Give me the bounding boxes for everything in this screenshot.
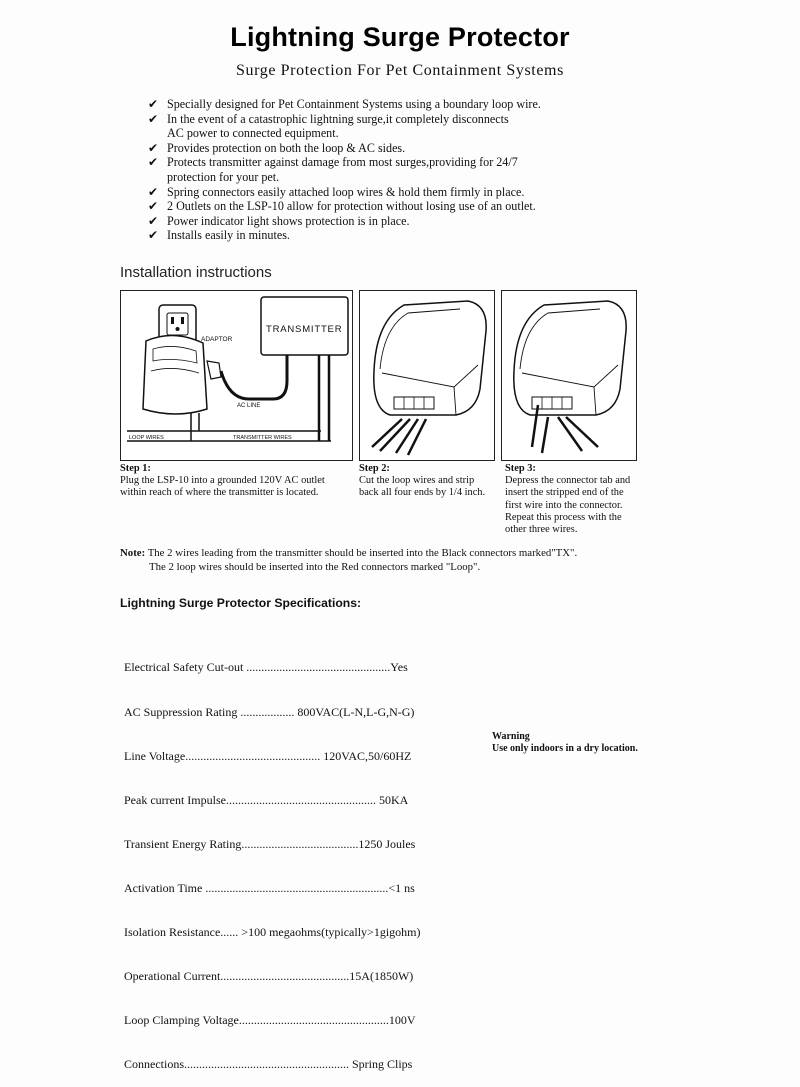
- device-insert-illustration: [502, 291, 636, 460]
- document-subtitle: Surge Protection For Pet Containment Systems: [236, 62, 564, 79]
- spec-row: Peak current Impulse.................................................. 50KA: [124, 792, 409, 807]
- ac-line-label: AC LINE: [237, 403, 261, 409]
- check-icon: ✔: [148, 155, 159, 170]
- feature-item: ✔ Protects transmitter against damage from most surges,providing for 24/7 protection for your pet.: [148, 155, 518, 184]
- spec-row: AC Suppression Rating .................. 800VAC(L-N,L-G,N-G): [124, 704, 415, 719]
- step-title: Step 1:: [120, 463, 151, 474]
- step-title: Step 2:: [359, 463, 390, 474]
- adaptor-label: ADAPTOR: [201, 336, 233, 343]
- spec-row: Electrical Safety Cut-out ................................................Yes: [124, 660, 408, 675]
- warning-text: Use only indoors in a dry location.: [492, 743, 638, 755]
- note-label: Note:: [120, 547, 146, 559]
- step-title: Step 3:: [505, 463, 536, 474]
- installation-diagram-panel-3: [501, 290, 637, 461]
- specifications-heading: Lightning Surge Protector Specifications:: [120, 596, 362, 610]
- device-wires-illustration: [360, 291, 494, 460]
- feature-list: [148, 97, 598, 243]
- check-icon: ✔: [148, 111, 159, 126]
- feature-item: ✔ Provides protection on both the loop & AC sides.: [148, 140, 406, 155]
- check-icon: ✔: [148, 140, 159, 155]
- check-icon: ✔: [148, 97, 159, 111]
- check-icon: ✔: [148, 213, 159, 228]
- spec-row: Line Voltage............................................. 120VAC,50/60HZ: [124, 748, 412, 763]
- transmitter-wires-label: TRANSMITTER WIRES: [233, 435, 292, 441]
- feature-item: ✔ Specially designed for Pet Containment Systems using a boundary loop wire.: [148, 97, 541, 111]
- feature-item: ✔ In the event of a catastrophic lightning surge,it completely disconnects AC power to connected equipment.: [148, 111, 509, 141]
- spec-row: Isolation Resistance...... >100 megaohms(typically>1gigohm): [124, 925, 421, 940]
- warning-title: Warning: [492, 731, 530, 742]
- document-title: Lightning Surge Protector: [230, 22, 570, 52]
- specifications-list: [124, 631, 420, 1087]
- feature-item: ✔ 2 Outlets on the LSP-10 allow for protection without losing use of an outlet.: [148, 199, 536, 214]
- installation-diagram-panel-2: [359, 290, 495, 461]
- spec-row: Activation Time .............................................................<1 ns: [124, 880, 415, 895]
- step-1: Step 1: Plug the LSP-10 into a grounded 120V AC outlet within reach of where the transmitter is located.: [120, 463, 355, 500]
- step-3: Step 3: Depress the connector tab and insert the stripped end of the first wire into the connector. Repeat this process with the other three wires.: [505, 463, 655, 536]
- check-icon: ✔: [148, 228, 159, 243]
- installation-heading: Installation instructions: [120, 264, 272, 281]
- step-2: Step 2: Cut the loop wires and strip back all four ends by 1/4 inch.: [359, 463, 499, 500]
- feature-item: ✔ Power indicator light shows protection is in place.: [148, 213, 410, 228]
- check-icon: ✔: [148, 199, 159, 214]
- spec-row: Operational Current...........................................15A(1850W): [124, 969, 414, 984]
- spec-row: Loop Clamping Voltage..................................................100V: [124, 1013, 416, 1028]
- wiring-diagram: [121, 291, 352, 460]
- loop-wires-label: LOOP WIRES: [129, 435, 164, 441]
- adaptor-icon: [143, 335, 207, 414]
- installation-diagram-panel-1: [120, 290, 353, 461]
- check-icon: ✔: [148, 184, 159, 199]
- feature-item: ✔ Installs easily in minutes.: [148, 228, 290, 243]
- warning-box: [492, 731, 638, 756]
- wiring-note: Note: The 2 wires leading from the transmitter should be inserted into the Black connectors marked"TX". The 2 loop wires should be inserted into the Red connectors marked "Loop".: [120, 547, 578, 573]
- spec-row: Connections....................................................... Spring Clips: [124, 1057, 413, 1072]
- spec-row: Transient Energy Rating.......................................1250 Joules: [124, 836, 416, 851]
- transmitter-label: TRANSMITTER: [266, 324, 343, 335]
- feature-item: ✔ Spring connectors easily attached loop wires & hold them firmly in place.: [148, 184, 525, 199]
